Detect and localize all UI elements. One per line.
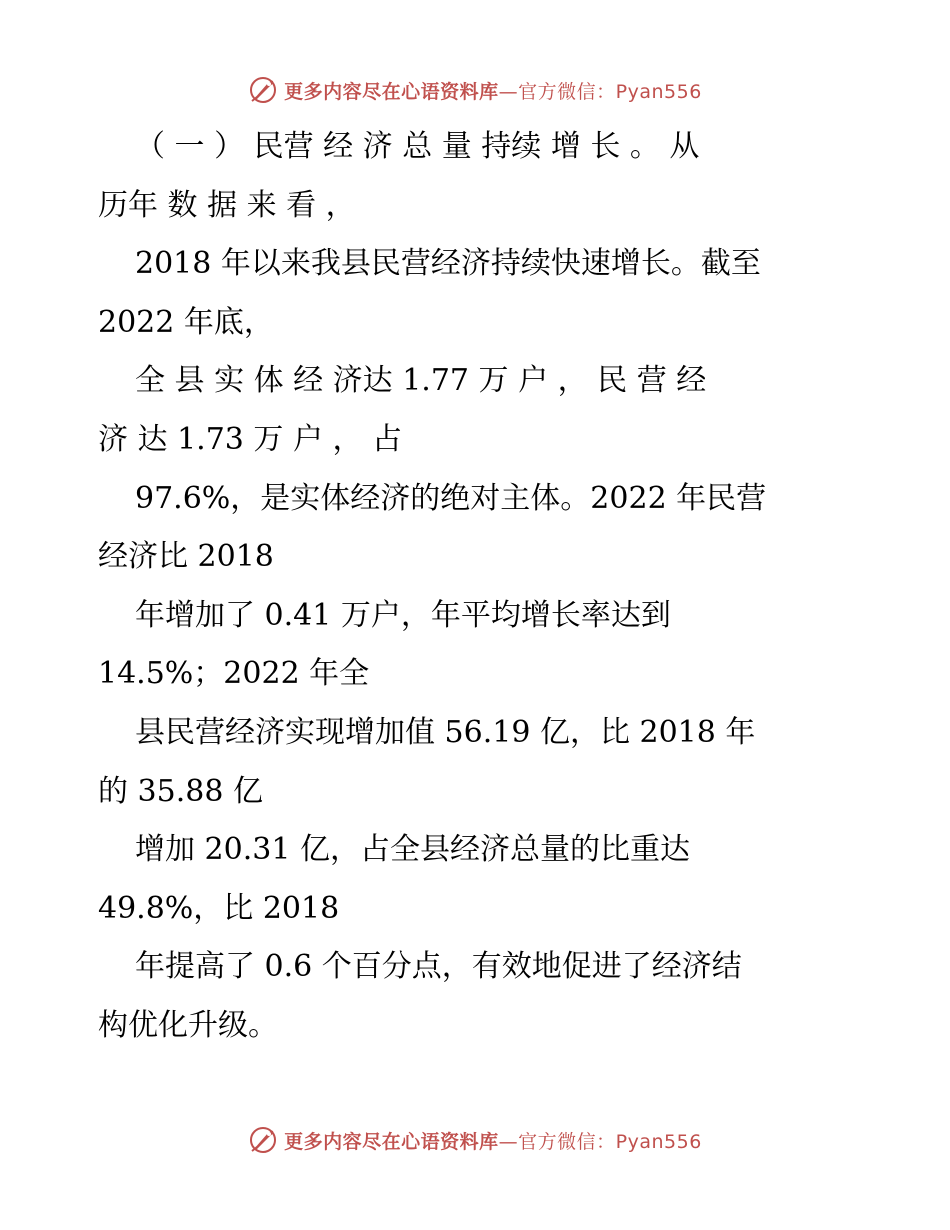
watermark-dash: — — [498, 80, 519, 103]
body-line: 历年 数 据 来 看 ， — [98, 187, 356, 223]
body-line: 济 达 1.73 万 户 ， 占 — [98, 421, 403, 457]
body-line: 全 县 实 体 经 济达 1.77 万 户 ， 民 营 经 — [135, 363, 707, 399]
watermark-slogan: 更多内容尽在心语资料库 — [284, 80, 499, 103]
body-line: 49.8%，比 2018 — [98, 890, 340, 926]
body-line: 县民营经济实现增加值 56.19 亿，比 2018 年 — [135, 714, 756, 750]
watermark-contact: 官方微信：Pyan556 — [518, 1130, 702, 1153]
body-line: 年提高了 0.6 个百分点，有效地促进了经济结 — [135, 949, 742, 985]
body-line: 年增加了 0.41 万户，年平均增长率达到 — [135, 597, 671, 633]
quill-logo-icon — [248, 75, 278, 105]
footer-watermark — [0, 1120, 950, 1160]
body-line: （ 一 ） 民营 经 济 总 量 持续 增 长 。 从 — [135, 129, 700, 164]
body-line: 增加 20.31 亿，占全县经济总量的比重达 — [135, 832, 690, 868]
body-line: 97.6%，是实体经济的绝对主体。2022 年民营 — [135, 480, 767, 516]
watermark-contact: 官方微信：Pyan556 — [518, 80, 702, 103]
body-line: 14.5%；2022 年全 — [98, 656, 370, 692]
body-line: 构优化升级。 — [98, 1007, 278, 1043]
body-line: 经济比 2018 — [98, 539, 274, 575]
quill-logo-icon — [248, 1125, 278, 1155]
document-body — [98, 118, 858, 1056]
watermark-slogan: 更多内容尽在心语资料库 — [284, 1130, 499, 1153]
header-watermark — [0, 70, 950, 110]
body-line: 的 35.88 亿 — [98, 773, 263, 809]
watermark-dash: — — [498, 1130, 519, 1153]
body-line: 2022 年底， — [98, 304, 274, 340]
body-line: 2018 年以来我县民营经济持续快速增长。截至 — [135, 246, 761, 282]
